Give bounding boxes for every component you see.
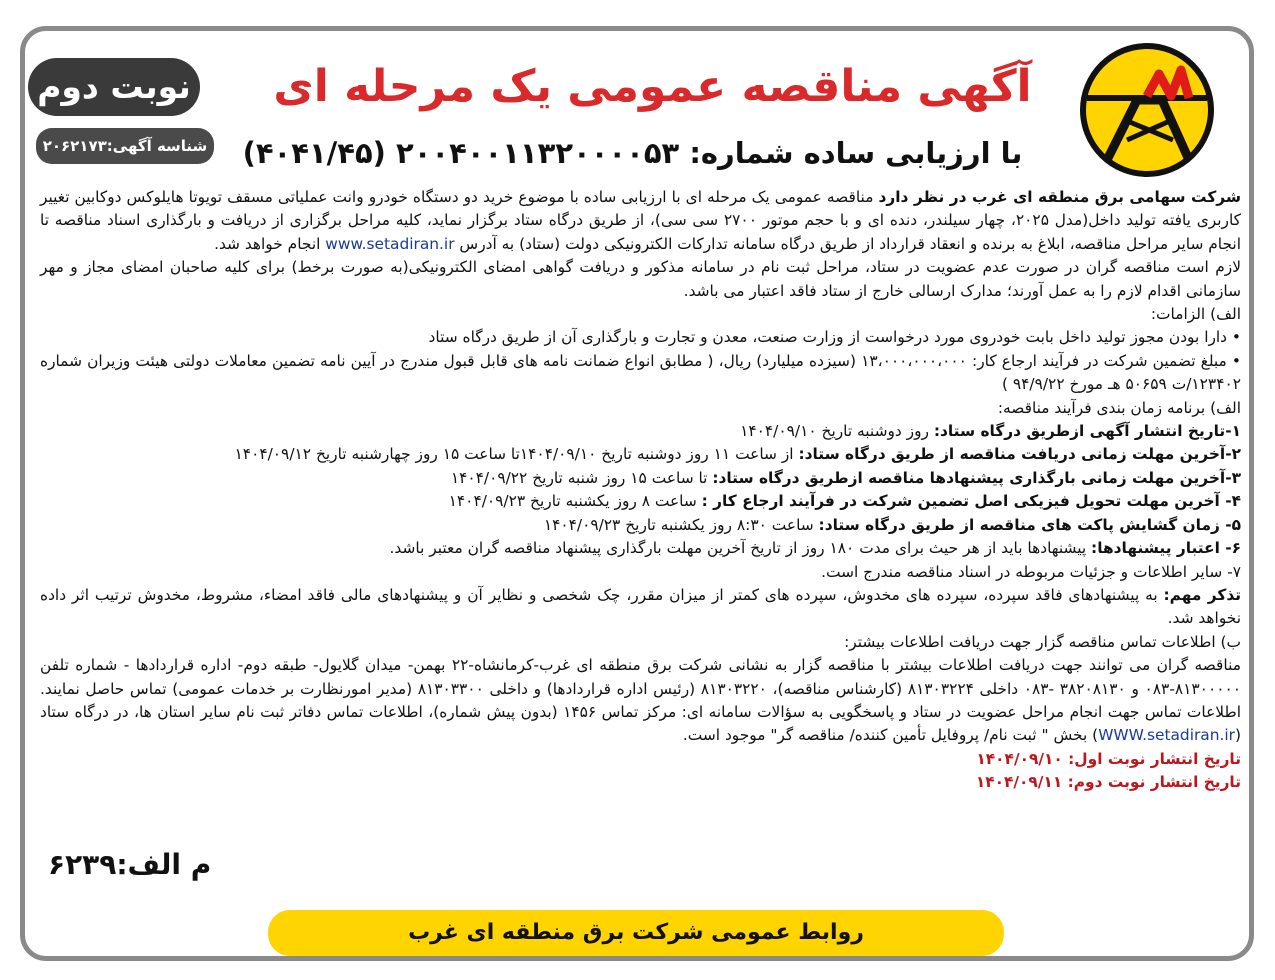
footer-banner: روابط عمومی شرکت برق منطقه ای غرب bbox=[268, 910, 1004, 956]
ad-code: م الف:۶۲۳۹ bbox=[48, 848, 212, 881]
contact-heading: ب) اطلاعات تماس مناقصه گزار جهت دریافت اطلاعات بیشتر: bbox=[844, 632, 1241, 651]
publish-date-first: تاریخ انتشار نوبت اول: ۱۴۰۴/۰۹/۱۰ bbox=[976, 749, 1241, 768]
tender-number: با ارزیابی ساده شماره: ۲۰۰۴۰۰۱۱۳۲۰۰۰۰۵۳ (۴۰۴۱/۴۵) bbox=[242, 136, 1023, 170]
setad-link-2[interactable]: WWW.setadiran.ir bbox=[1098, 726, 1235, 745]
schedule-item: ۴- آخرین مهلت تحویل فیزیکی اصل تضمین شرکت در فرآیند ارجاع کار : ساعت ۸ روز یکشنبه تاریخ ۱۴۰۴/۰۹/۲۳ bbox=[448, 492, 1241, 511]
schedule-item: ۲-آخرین مهلت زمانی دریافت مناقصه از طریق درگاه ستاد: از ساعت ۱۱ روز دوشنبه تاریخ ۱۴۰۴/۰۹/۱۰تا ساعت ۱۵ روز چهارشنبه تاریخ ۱۴۰۴/۰۹/۱۲ bbox=[234, 445, 1241, 464]
schedule-list bbox=[40, 420, 1241, 584]
important-note: تذکر مهم: به پیشنهادهای فاقد سپرده، سپرده های مخدوش، سپرده های کمتر از میزان مقرر، چک شخصی و نظایر آن و پیشنهادهای مالی فاقد امضاء، مشروط، مخدوش ترتیب اثر داده نخواهد شد. bbox=[40, 585, 1241, 628]
schedule-item: ۷- سایر اطلاعات و جزئیات مربوطه در اسناد مناقصه مندرج است. bbox=[821, 562, 1241, 581]
contact-paragraph: مناقصه گران می توانند جهت دریافت اطلاعات بیشتر با مناقصه گزار به نشانی شرکت برق منطقه ای غرب-کرمانشاه-۲۲ بهمن- میدان گلایول- طبقه دوم- اداره قراردادها - شماره تلفن ۸۱۳۰۰۰۰۰-۰۸۳ و ۳۸۲۰۸۱۳۰ -۰۸۳ داخلی ۸۱۳۰۳۲۲۴ (کارشناس مناقصه)، ۸۱۳۰۳۲۲۰ (رئیس اداره قراردادها) و داخلی ۸۱۳۰۳۳۰۰ (مدیر امورنظارت بر خدمات عمومی) تماس حاصل نمایند. اطلاعات تماس جهت انجام مراحل عضویت در ستاد و پاسخگویی به سؤالات سامانه ای: مرکز تماس ۱۴۵۶ (بدون پیش شماره)، اطلاعات تماس دفاتر ثبت نام سایر استان ها، در درگاه ستاد (WWW.setadiran.ir) بخش " ثبت نام/ پروفایل تأمین کننده/ مناقصه گر" موجود است. bbox=[40, 656, 1242, 745]
schedule-heading: الف) برنامه زمان بندی فرآیند مناقصه: bbox=[997, 398, 1241, 417]
publish-date-second: تاریخ انتشار نوبت دوم: ۱۴۰۴/۰۹/۱۱ bbox=[975, 773, 1241, 792]
intro-text-end: انجام خواهد شد. bbox=[214, 234, 326, 253]
schedule-item: ۱-تاریخ انتشار آگهی ازطریق درگاه ستاد: روز دوشنبه تاریخ ۱۴۰۴/۰۹/۱۰ bbox=[740, 422, 1241, 441]
schedule-item: ۳-آخرین مهلت زمانی بارگذاری پیشنهادها مناقصه ازطریق درگاه ستاد: تا ساعت ۱۵ روز شنبه تاریخ ۱۴۰۴/۰۹/۲۲ bbox=[450, 468, 1241, 487]
registration-paragraph: لازم است مناقصه گران در صورت عدم عضویت در ستاد، مراحل ثبت نام در سامانه مذکور و دریافت گواهی امضای الکترونیکی(به صورت برخط) برای کلیه صاحبان امضای مجاز و مهر سازمانی اقدام لازم را به عمل آورند؛ مدارک ارسالی خارج از ستاد فاقد اعتبار می باشد. bbox=[40, 258, 1241, 300]
requirements-heading: الف) الزامات: bbox=[1150, 305, 1241, 324]
schedule-item: ۵- زمان گشایش پاکت های مناقصه از طریق درگاه ستاد: ساعت ۸:۳۰ روز یکشنبه تاریخ ۱۴۰۴/۰۹/۲۳ bbox=[543, 515, 1241, 534]
intro-paragraph bbox=[40, 186, 1241, 256]
intro-text: مناقصه عمومی یک مرحله ای با ارزیابی ساده با موضوع خرید دو دستگاه خودرو وانت عملیاتی مسقف تویوتا هایلوکس دوکابین تغییر کاربری یافته تولید داخل(مدل ۲۰۲۵، چهار سیلندر، دنده ای و با حجم موتور ۲۷۰۰ سی سی)، از طریق درگاه ستاد برگزار نماید، کلیه مراحل برگزاری از دریافت و بارگذاری اسناد مناقصه تا انجام سایر مراحل مناقصه، ابلاغ به برنده و انعقاد قرارداد از طریق درگاه سامانه تدارکات الکترونیکی دولت (ستاد) به آدرس bbox=[40, 188, 1241, 253]
requirement-item: • مبلغ تضمین شرکت در فرآیند ارجاع کار: ۱۳،۰۰۰،۰۰۰،۰۰۰ (سیزده میلیارد) ریال، ( مطابق انواع ضمانت نامه های قابل قبول مندرج در آیین نامه تضمین معاملات دولتی هیئت وزیران شماره ۱۲۳۴۰۲/ت ۵۰۶۵۹ هـ مورخ ۹۴/۹/۲۲ ) bbox=[40, 351, 1241, 394]
ad-id-badge: شناسه آگهی:۲۰۶۲۱۷۳ bbox=[36, 128, 214, 164]
schedule-item: ۶- اعتبار پیشنهادها: پیشنهادها باید از هر حیث برای مدت ۱۸۰ روز از تاریخ آخرین مهلت بارگذاری پیشنهاد مناقصه گران معتبر باشد. bbox=[389, 539, 1241, 558]
setad-link[interactable]: www.setadiran.ir bbox=[325, 234, 455, 253]
company-logo-icon bbox=[1077, 40, 1217, 180]
round-badge: نوبت دوم bbox=[28, 58, 200, 116]
company-name: شرکت سهامی برق منطقه ای غرب در نظر دارد bbox=[878, 188, 1241, 206]
page-title: آگهی مناقصه عمومی یک مرحله ای bbox=[273, 61, 1032, 112]
requirement-item: • دارا بودن مجوز تولید داخل بابت خودروی مورد درخواست از وزارت صنعت، معدن و تجارت و بارگذاری آن از طریق درگاه ستاد bbox=[428, 328, 1241, 347]
ad-body bbox=[40, 186, 1241, 795]
